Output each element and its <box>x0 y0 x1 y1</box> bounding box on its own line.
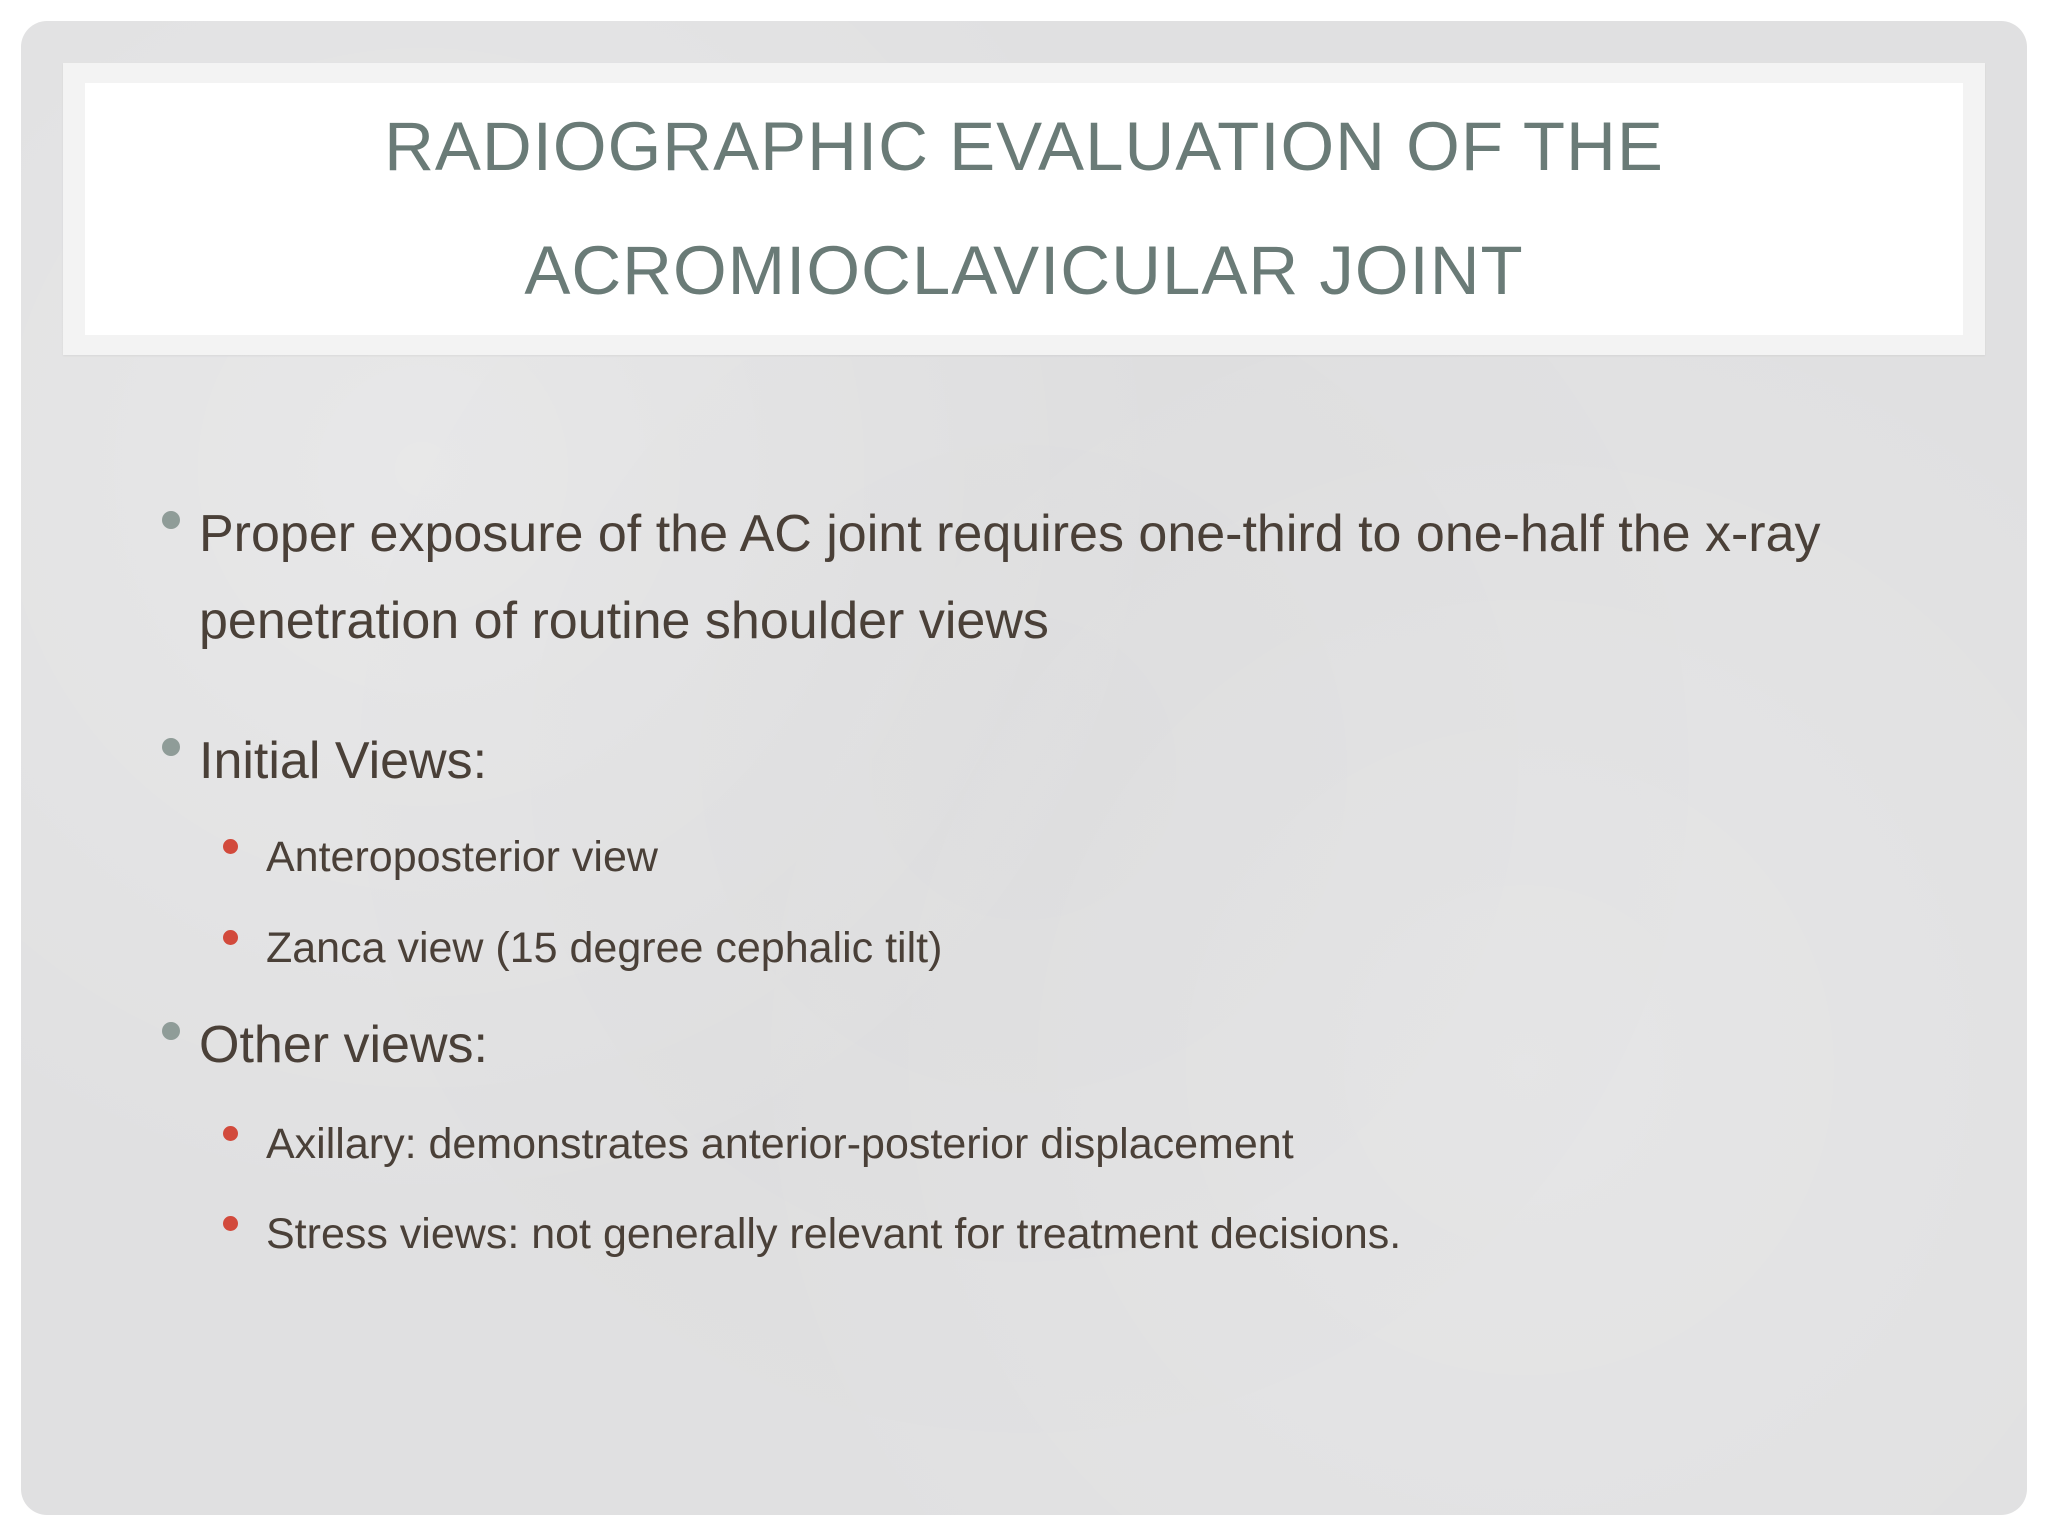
bullet-dot-icon <box>162 1022 180 1040</box>
bullet-text: Other views: <box>199 1016 488 1074</box>
bullet-item <box>199 1002 1899 1089</box>
sub-bullet-text: Zanca view (15 degree cephalic tilt) <box>266 924 943 972</box>
sub-bullet-dot-icon <box>223 1216 238 1231</box>
sub-bullet-dot-icon <box>223 930 238 945</box>
sub-bullet-dot-icon <box>223 839 238 854</box>
sub-bullet-text: Axillary: demonstrates anterior-posterior displacement <box>266 1120 1294 1168</box>
bullet-text: Initial Views: <box>199 732 488 790</box>
bullet-dot-icon <box>162 738 180 756</box>
sub-bullet-text: Stress views: not generally relevant for treatment decisions. <box>266 1210 1402 1258</box>
bullet-item <box>199 491 1899 665</box>
bullet-text-line: Proper exposure of the AC joint requires one-third to one-half the x-ray <box>199 505 1821 563</box>
sub-bullet-item <box>266 918 1866 978</box>
sub-bullet-item <box>266 1204 1866 1264</box>
slide-title-line-1: RADIOGRAPHIC EVALUATION OF THE <box>384 108 1664 185</box>
sub-bullet-item <box>266 1114 1866 1174</box>
slide <box>21 21 2027 1515</box>
slide-body <box>21 21 2027 1515</box>
bullet-item <box>199 718 1899 805</box>
slide-title-line-2: ACROMIOCLAVICULAR JOINT <box>524 232 1524 309</box>
bullet-dot-icon <box>162 511 180 529</box>
sub-bullet-item <box>266 827 1866 887</box>
sub-bullet-text: Anteroposterior view <box>266 833 658 881</box>
bullet-text-line: penetration of routine shoulder views <box>199 592 1049 650</box>
sub-bullet-dot-icon <box>223 1126 238 1141</box>
